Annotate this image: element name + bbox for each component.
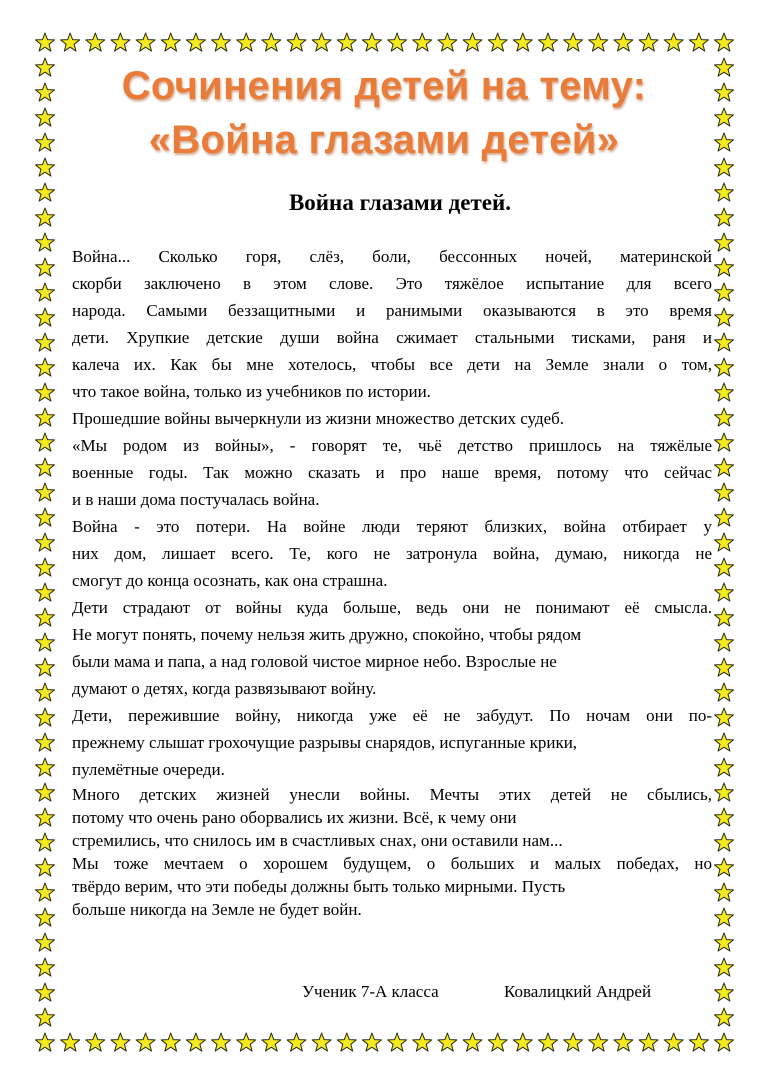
star-icon xyxy=(438,1033,457,1051)
page-title-line-1: Сочинения детей на тему: xyxy=(121,64,647,108)
star-icon xyxy=(36,258,55,276)
essay-line: Не могут понять, почему нельзя жить дружно, спокойно, чтобы рядом xyxy=(72,625,582,644)
star-icon xyxy=(36,483,55,501)
star-icon xyxy=(664,33,683,51)
star-icon xyxy=(111,1033,130,1051)
essay-line: стремились, что снилось им в счастливых снах, они оставили нам... xyxy=(72,831,563,850)
star-icon xyxy=(488,33,507,51)
star-icon xyxy=(715,633,734,651)
star-icon xyxy=(715,583,734,601)
star-icon xyxy=(36,683,55,701)
star-icon xyxy=(111,33,130,51)
star-icon xyxy=(589,33,608,51)
star-icon xyxy=(36,733,55,751)
star-icon xyxy=(186,1033,205,1051)
star-icon xyxy=(438,33,457,51)
star-icon xyxy=(715,983,734,1001)
star-icon xyxy=(86,1033,105,1051)
star-icon xyxy=(36,383,55,401)
star-icon xyxy=(36,708,55,726)
star-icon xyxy=(689,33,708,51)
star-icon xyxy=(715,358,734,376)
star-icon xyxy=(715,608,734,626)
essay-line: твёрдо верим, что эти победы должны быть только мирными. Пусть xyxy=(72,877,566,896)
star-icon xyxy=(86,33,105,51)
star-icon xyxy=(36,408,55,426)
star-icon xyxy=(614,33,633,51)
star-icon xyxy=(36,333,55,351)
star-icon xyxy=(362,33,381,51)
star-icon xyxy=(36,958,55,976)
star-icon xyxy=(36,908,55,926)
essay-line: и в наши дома постучалась война. xyxy=(72,490,320,509)
star-icon xyxy=(36,558,55,576)
star-icon xyxy=(715,1033,734,1051)
star-icon xyxy=(36,533,55,551)
star-icon xyxy=(237,33,256,51)
essay-line: них дом, лишает всего. Те, кого не затронула война, думаю, никогда не xyxy=(72,544,712,563)
star-icon xyxy=(463,1033,482,1051)
star-icon xyxy=(136,1033,155,1051)
star-icon xyxy=(262,1033,281,1051)
star-icon xyxy=(564,33,583,51)
star-icon xyxy=(715,808,734,826)
star-icon xyxy=(664,1033,683,1051)
star-icon xyxy=(715,508,734,526)
star-icon xyxy=(463,33,482,51)
star-icon xyxy=(36,233,55,251)
star-icon xyxy=(488,1033,507,1051)
star-icon xyxy=(715,258,734,276)
star-icon xyxy=(715,708,734,726)
star-icon xyxy=(36,758,55,776)
star-icon xyxy=(36,608,55,626)
star-icon xyxy=(715,958,734,976)
star-icon xyxy=(539,1033,558,1051)
star-icon xyxy=(715,558,734,576)
essay-line: потому что очень рано оборвались их жизни. Всё, к чему они xyxy=(72,808,517,827)
star-icon xyxy=(362,1033,381,1051)
star-icon xyxy=(212,33,231,51)
star-icon xyxy=(715,908,734,926)
star-icon xyxy=(715,758,734,776)
star-icon xyxy=(614,1033,633,1051)
star-icon xyxy=(36,1033,55,1051)
star-icon xyxy=(36,458,55,476)
star-icon xyxy=(36,883,55,901)
star-icon xyxy=(36,933,55,951)
star-icon xyxy=(36,983,55,1001)
essay-line: больше никогда на Земле не будет войн. xyxy=(72,900,362,919)
star-icon xyxy=(715,783,734,801)
star-icon xyxy=(312,1033,331,1051)
star-icon xyxy=(539,33,558,51)
star-icon xyxy=(564,1033,583,1051)
star-icon xyxy=(715,733,734,751)
star-icon xyxy=(337,1033,356,1051)
star-icon xyxy=(36,833,55,851)
star-icon xyxy=(36,358,55,376)
essay-body xyxy=(72,243,712,921)
star-icon xyxy=(36,783,55,801)
essay-line: Прошедшие войны вычеркнули из жизни множество детских судеб. xyxy=(72,409,565,428)
essay-line: Дети страдают от войны куда больше, ведь они не понимают её смысла. xyxy=(72,598,712,617)
star-icon xyxy=(36,633,55,651)
star-icon xyxy=(136,33,155,51)
star-icon xyxy=(715,308,734,326)
star-icon xyxy=(715,1008,734,1026)
star-icon xyxy=(715,683,734,701)
essay-line: Война - это потери. На войне люди теряют близких, война отбирает у xyxy=(72,517,712,536)
star-icon xyxy=(36,583,55,601)
essay-line: военные годы. Так можно сказать и про наше время, потому что сейчас xyxy=(72,463,712,482)
page-title-line-2: «Война глазами детей» xyxy=(148,118,620,162)
star-icon xyxy=(689,1033,708,1051)
star-icon xyxy=(715,833,734,851)
star-icon xyxy=(639,1033,658,1051)
star-icon xyxy=(715,458,734,476)
star-icon xyxy=(262,33,281,51)
star-icon xyxy=(413,1033,432,1051)
star-icon xyxy=(36,508,55,526)
star-icon xyxy=(312,33,331,51)
star-icon xyxy=(36,808,55,826)
essay-line: смогут до конца осознать, как она страшна. xyxy=(72,571,388,590)
essay-line: были мама и папа, а над головой чистое мирное небо. Взрослые не xyxy=(72,652,557,671)
essay-line: думают о детях, когда развязывают войну. xyxy=(72,679,377,698)
star-icon xyxy=(715,408,734,426)
star-icon xyxy=(36,1008,55,1026)
essay-line: Много детских жизней унесли войны. Мечты этих детей не сбылись, xyxy=(72,785,712,804)
essay-line: калеча их. Как бы мне хотелось, чтобы все дети на Земле знали о том, xyxy=(72,355,712,374)
star-icon xyxy=(287,1033,306,1051)
star-icon xyxy=(388,33,407,51)
star-icon xyxy=(61,1033,80,1051)
star-icon xyxy=(639,33,658,51)
star-icon xyxy=(715,383,734,401)
essay-line: «Мы родом из войны», - говорят те, чьё детство пришлось на тяжёлые xyxy=(72,436,712,455)
star-icon xyxy=(36,433,55,451)
star-icon xyxy=(287,33,306,51)
essay-line: Война... Сколько горя, слёз, боли, бессонных ночей, материнской xyxy=(72,247,712,266)
star-icon xyxy=(61,33,80,51)
star-icon xyxy=(513,1033,532,1051)
star-icon xyxy=(715,433,734,451)
star-icon xyxy=(413,33,432,51)
star-icon xyxy=(161,1033,180,1051)
star-icon xyxy=(36,858,55,876)
star-icon xyxy=(212,1033,231,1051)
star-icon xyxy=(36,308,55,326)
essay-line: дети. Хрупкие детские души война сжимает стальными тисками, раня и xyxy=(72,328,712,347)
essay-heading: Война глазами детей. xyxy=(288,190,512,215)
star-icon xyxy=(715,483,734,501)
star-icon xyxy=(715,233,734,251)
star-icon xyxy=(715,883,734,901)
star-icon xyxy=(589,1033,608,1051)
essay-line: что такое война, только из учебников по истории. xyxy=(72,382,431,401)
essay-line: скорби заключено в этом слове. Это тяжёлое испытание для всего xyxy=(72,274,712,293)
star-icon xyxy=(715,658,734,676)
essay-line: прежнему слышат грохочущие разрывы снарядов, испуганные крики, xyxy=(72,733,578,752)
essay-line: Мы тоже мечтаем о хорошем будущем, о больших и малых победах, но xyxy=(72,854,712,873)
essay-line: пулемётные очереди. xyxy=(72,760,225,779)
signature-author-name: Ковалицкий Андрей xyxy=(504,982,652,1001)
star-icon xyxy=(36,33,55,51)
star-icon xyxy=(388,1033,407,1051)
star-icon xyxy=(161,33,180,51)
essay-line: народа. Самыми беззащитными и ранимыми оказываются в это время xyxy=(72,301,712,320)
star-icon xyxy=(715,333,734,351)
essay-line: Дети, пережившие войну, никогда уже её не забудут. По ночам они по- xyxy=(72,706,712,725)
star-icon xyxy=(337,33,356,51)
star-icon xyxy=(715,33,734,51)
star-icon xyxy=(715,858,734,876)
star-icon xyxy=(715,283,734,301)
star-icon xyxy=(715,533,734,551)
star-icon xyxy=(186,33,205,51)
star-icon xyxy=(513,33,532,51)
star-icon xyxy=(237,1033,256,1051)
signature-student-class: Ученик 7-А класса xyxy=(302,982,439,1001)
star-icon xyxy=(715,933,734,951)
star-icon xyxy=(36,658,55,676)
star-icon xyxy=(36,283,55,301)
